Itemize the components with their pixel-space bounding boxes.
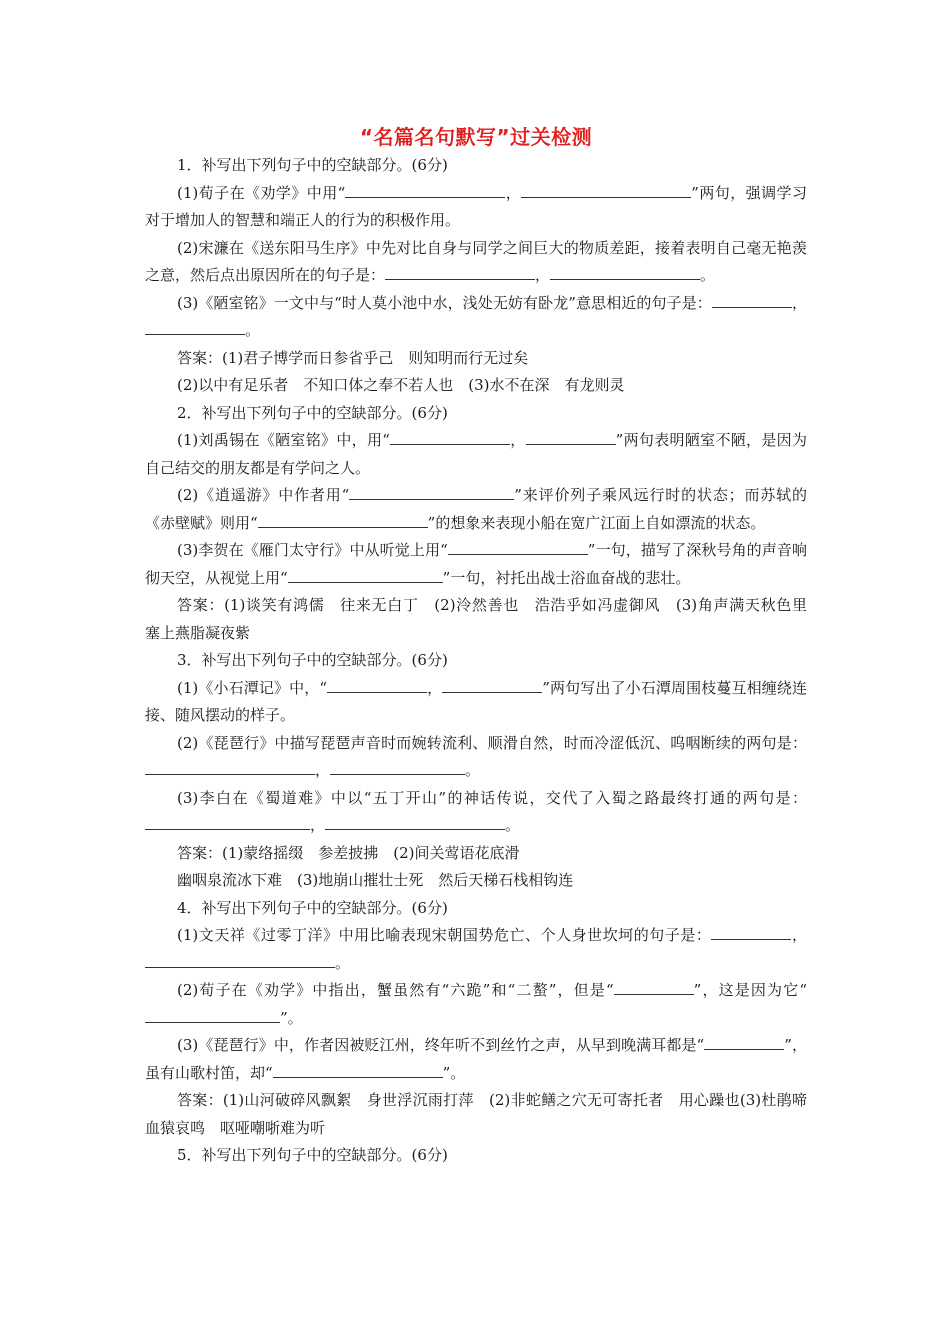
q4-item-3-text-c: ”。 bbox=[442, 1063, 466, 1082]
q4-blank-5[interactable] bbox=[704, 1035, 784, 1050]
q1-item-3-text-a: (3)《陋室铭》一文中与“时人莫小池中水，浅处无妨有卧龙”意思相近的句子是： bbox=[177, 293, 712, 312]
q1-blank-5[interactable] bbox=[712, 293, 792, 308]
q4-item-2-text-c: ”。 bbox=[280, 1008, 303, 1027]
q2-item-1-text-b: ， bbox=[509, 431, 526, 449]
q3-item-3 bbox=[145, 785, 807, 840]
q2-heading: 2．补写出下列句子中的空缺部分。(6分) bbox=[177, 403, 448, 422]
q2-item-1-text-a: (1)刘禹锡在《陋室铭》中，用“ bbox=[177, 431, 390, 449]
q1-item-3 bbox=[145, 290, 807, 345]
q2-blank-3[interactable] bbox=[349, 485, 514, 500]
q4-item-1-text-b: ， bbox=[791, 926, 807, 944]
q4-answer-1: 答案：(1)山河破碎风飘絮 身世浮沉雨打萍 (2)非蛇鳝之穴无可寄托者 用心躁也(3)杜鹃啼血猿哀鸣 呕哑嘲哳难为听 bbox=[145, 1091, 807, 1137]
q1-item-2-text-a: (2)宋濂在《送东阳马生序》中先对比自身与同学之间巨大的物质差距，接着表明自己毫无艳羡之意，然后点出原因所在的句子是： bbox=[145, 238, 807, 284]
q1-blank-1[interactable] bbox=[345, 183, 505, 198]
q4-item-1 bbox=[145, 922, 807, 977]
q3-item-2-text-c: 。 bbox=[465, 761, 481, 779]
q3-blank-3[interactable] bbox=[145, 760, 315, 775]
q4-item-2-text-a: (2)荀子在《劝学》中指出，蟹虽然有“六跪”和“二螯”，但是“ bbox=[177, 981, 614, 999]
q1-answer-2: (2)以中有足乐者 不知口体之奉不若人也 (3)水不在深 有龙则灵 bbox=[177, 376, 625, 394]
q4-item-2 bbox=[145, 977, 807, 1032]
q2-item-2 bbox=[145, 482, 807, 537]
q2-item-2-text-a: (2)《逍遥游》中作者用“ bbox=[177, 486, 350, 504]
q2-item-1-text-c: ”两句表明陋室不陋，是因为自己结交的朋友都是有学问之人。 bbox=[145, 431, 807, 477]
q2-item-3-text-c: ”一句，衬托出战士浴血奋战的悲壮。 bbox=[442, 568, 691, 587]
q2-blank-5[interactable] bbox=[448, 540, 588, 555]
q1-item-2-text-b: ， bbox=[535, 266, 551, 284]
q2-item-3 bbox=[145, 537, 807, 592]
q3-item-3-text-b: ， bbox=[310, 816, 326, 834]
page-title: “名篇名句默写”过关检测 bbox=[359, 125, 593, 149]
q1-blank-4[interactable] bbox=[550, 265, 700, 280]
q2-blank-1[interactable] bbox=[390, 430, 510, 445]
q3-item-2-text-b: ， bbox=[315, 761, 331, 779]
q3-blank-5[interactable] bbox=[145, 815, 310, 830]
document-page bbox=[145, 122, 823, 1170]
q2-blank-6[interactable] bbox=[288, 568, 443, 583]
q1-item-1-text-c: ”两句，强调学习对于增加人的智慧和端正人的行为的积极作用。 bbox=[145, 183, 807, 229]
q1-item-2-text-c: 。 bbox=[700, 266, 716, 284]
q3-item-1-text-a: (1)《小石潭记》中，“ bbox=[177, 678, 328, 697]
q3-item-1 bbox=[145, 675, 807, 730]
q2-item-2-text-c: ”的想象来表现小船在宽广江面上自如漂流的状态。 bbox=[427, 513, 766, 532]
q1-blank-3[interactable] bbox=[385, 265, 535, 280]
q3-answer-1: 答案：(1)蒙络摇缀 参差披拂 (2)间关莺语花底滑 bbox=[177, 843, 520, 862]
q4-heading: 4．补写出下列句子中的空缺部分。(6分) bbox=[177, 898, 448, 917]
q3-heading: 3．补写出下列句子中的空缺部分。(6分) bbox=[177, 651, 448, 669]
q3-item-3-text-c: 。 bbox=[505, 816, 521, 834]
q3-item-3-text-a: (3)李白在《蜀道难》中以“五丁开山”的神话传说，交代了入蜀之路最终打通的两句是： bbox=[177, 788, 807, 807]
q3-blank-1[interactable] bbox=[327, 678, 427, 693]
q1-item-3-text-b: ， bbox=[791, 293, 807, 312]
q1-item-1 bbox=[145, 180, 807, 235]
q2-answer-1: 答案：(1)谈笑有鸿儒 往来无白丁 (2)泠然善也 浩浩乎如冯虚御风 (3)角声满天秋色里 塞上燕脂凝夜紫 bbox=[145, 596, 823, 642]
q3-blank-2[interactable] bbox=[442, 678, 542, 693]
q4-item-3-text-a: (3)《琵琶行》中，作者因被贬江州，终年听不到丝竹之声，从早到晚满耳都是“ bbox=[177, 1036, 705, 1054]
q1-answer-1: 答案：(1)君子博学而日参省乎己 则知明而行无过矣 bbox=[177, 348, 529, 367]
q3-blank-4[interactable] bbox=[330, 760, 465, 775]
q4-item-1-text-c: 。 bbox=[335, 953, 351, 972]
q4-item-1-text-a: (1)文天祥《过零丁洋》中用比喻表现宋朝国势危亡、个人身世坎坷的句子是： bbox=[177, 926, 712, 944]
q4-blank-4[interactable] bbox=[145, 1008, 280, 1023]
q4-blank-1[interactable] bbox=[711, 925, 791, 940]
q4-item-2-text-b: ”，这是因为它“ bbox=[693, 981, 808, 999]
q1-item-1-text-b: ， bbox=[505, 183, 522, 202]
q1-blank-2[interactable] bbox=[521, 183, 691, 198]
q1-blank-6[interactable] bbox=[145, 320, 245, 335]
q2-item-1 bbox=[145, 427, 807, 482]
q3-answer-2: 幽咽泉流冰下难 (3)地崩山摧壮士死 然后天梯石栈相钩连 bbox=[177, 871, 574, 889]
q1-item-2 bbox=[145, 235, 807, 290]
q2-item-2-text-b: ”来评价列子乘风远行时的状态；而苏轼的《赤壁赋》则用“ bbox=[145, 486, 807, 532]
q3-item-2-text-a: (2)《琵琶行》中描写琵琶声音时而婉转流利、顺滑自然，时而冷涩低沉、呜咽断续的两句是： bbox=[177, 733, 807, 752]
q2-blank-2[interactable] bbox=[526, 430, 616, 445]
q1-item-3-text-c: 。 bbox=[245, 321, 261, 339]
q5-heading: 5．补写出下列句子中的空缺部分。(6分) bbox=[177, 1146, 448, 1164]
q3-item-2 bbox=[145, 730, 807, 785]
q2-item-3-text-b: ”一句，描写了深秋号角的声音响彻天空，从视觉上用“ bbox=[145, 541, 808, 587]
q3-blank-6[interactable] bbox=[325, 815, 505, 830]
q4-item-3-text-b: ”，虽有山歌村笛，却“ bbox=[145, 1036, 808, 1082]
q2-item-3-text-a: (3)李贺在《雁门太守行》中从听觉上用“ bbox=[177, 541, 448, 559]
q1-heading: 1．补写出下列句子中的空缺部分。(6分) bbox=[177, 156, 448, 174]
q4-blank-2[interactable] bbox=[145, 953, 335, 968]
q4-blank-6[interactable] bbox=[273, 1063, 443, 1078]
q4-blank-3[interactable] bbox=[614, 980, 694, 995]
q3-item-1-text-b: ， bbox=[427, 678, 443, 697]
q2-blank-4[interactable] bbox=[258, 513, 428, 528]
q3-item-1-text-c: ”两句写出了小石潭周围枝蔓互相缠绕连接、随风摆动的样子。 bbox=[145, 678, 807, 724]
q1-item-1-text-a: (1)荀子在《劝学》中用“ bbox=[177, 183, 346, 202]
q4-item-3 bbox=[145, 1032, 807, 1087]
